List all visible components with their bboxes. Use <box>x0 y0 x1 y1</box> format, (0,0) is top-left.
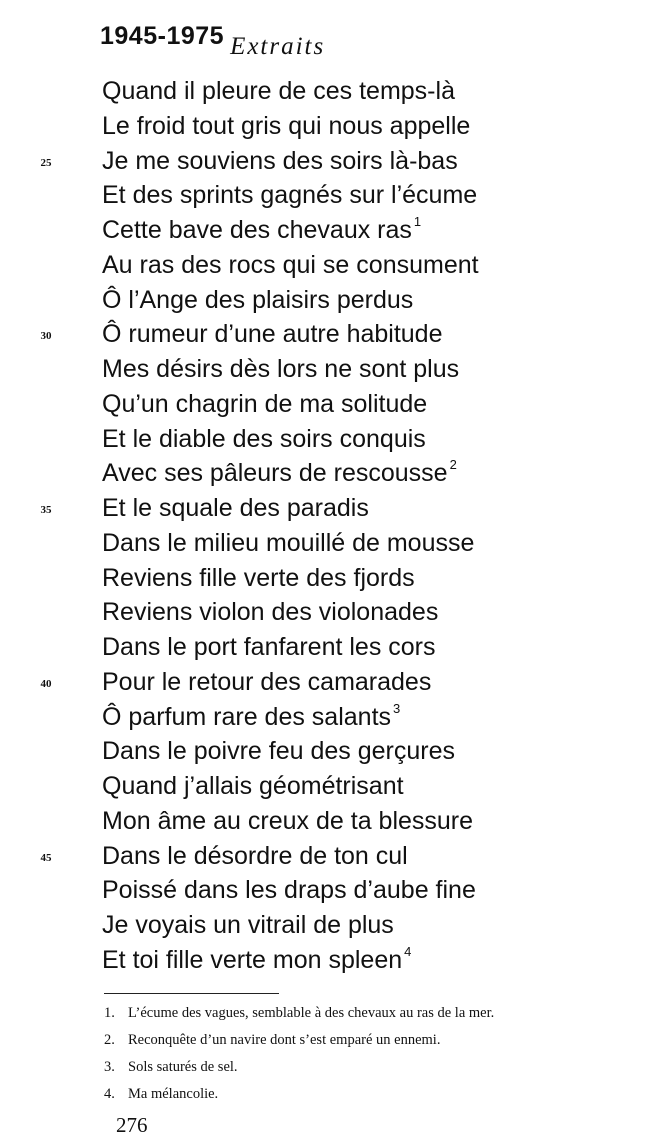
page-number: 276 <box>116 1113 148 1137</box>
footnote-item <box>104 1027 494 1054</box>
verse-text: Ô parfum rare des salants <box>102 702 392 731</box>
header-section-title: Extraits <box>230 33 326 60</box>
verse-text: Ô l’Ange des plaisirs perdus <box>102 285 414 314</box>
header-years: 1945-1975 <box>100 22 225 50</box>
verse-line <box>102 630 479 665</box>
poem-verses <box>40 74 479 978</box>
verse-line <box>102 804 479 839</box>
verse-line <box>102 700 479 735</box>
verse-text: Et le squale des paradis <box>102 494 369 522</box>
footnote-number: 2. <box>104 1032 115 1048</box>
verse-text: Dans le port fanfarent les cors <box>102 633 436 661</box>
footnote-marker[interactable]: 2 <box>449 457 457 473</box>
footnote-text: Reconquête d’un navire dont s’est emparé un ennemi. <box>128 1032 441 1048</box>
verse-line <box>102 595 479 630</box>
verse-line <box>102 283 479 318</box>
verse-text: Quand il pleure de ces temps-là <box>102 77 455 105</box>
verse-line <box>40 491 479 526</box>
verse-line <box>102 908 479 943</box>
verse-text: Mon âme au creux de ta blessure <box>102 806 474 835</box>
verse-text: Cette bave des chevaux ras <box>102 216 412 244</box>
verse-text: Pour le retour des camarades <box>102 667 432 696</box>
verse-text: Dans le milieu mouillé de mousse <box>102 528 475 557</box>
verse-text: Poissé dans les draps d’aube fine <box>102 876 476 905</box>
verse-line <box>102 526 479 561</box>
verse-line <box>40 144 479 179</box>
verse-text: Reviens violon des violonades <box>102 598 439 627</box>
footnote-text: Ma mélancolie. <box>128 1086 219 1102</box>
verse-line <box>102 734 479 769</box>
footnotes <box>104 1000 494 1108</box>
line-number: 35 <box>40 504 52 516</box>
verse-text: Au ras des rocs qui se consument <box>102 250 479 279</box>
verse-text: Et toi fille verte mon spleen <box>102 945 403 974</box>
footnote-marker[interactable]: 4 <box>404 943 412 959</box>
footnote-number: 3. <box>104 1059 115 1075</box>
footnote-number: 1. <box>104 1005 115 1021</box>
verse-text: Avec ses pâleurs de rescousse <box>102 459 448 488</box>
verse-text: Et le diable des soirs conquis <box>102 424 426 453</box>
verse-line <box>102 456 479 491</box>
verse-text: Je me souviens des soirs là-bas <box>102 146 458 175</box>
footnote-marker[interactable]: 3 <box>393 700 401 716</box>
verse-text: Le froid tout gris qui nous appelle <box>102 111 471 140</box>
verse-line <box>102 178 479 213</box>
verse-line <box>40 317 479 352</box>
verse-line <box>102 74 479 109</box>
line-number: 30 <box>40 330 52 343</box>
verse-line <box>102 422 479 457</box>
footnote-marker[interactable]: 1 <box>413 214 422 229</box>
verse-text: Et des sprints gagnés sur l’écume <box>102 181 478 210</box>
line-number: 45 <box>40 851 52 864</box>
footnote-item <box>104 1081 494 1108</box>
verse-text: Mes désirs dès lors ne sont plus <box>102 355 460 383</box>
footnote-text: Sols saturés de sel. <box>128 1059 238 1075</box>
verse-line <box>102 109 479 144</box>
verse-text: Dans le poivre feu des gerçures <box>102 737 455 766</box>
verse-text: Dans le désordre de ton cul <box>102 841 408 870</box>
line-number: 40 <box>40 677 52 690</box>
verse-line <box>102 873 479 908</box>
verse-line <box>102 769 479 804</box>
line-number: 25 <box>40 156 52 169</box>
verse-text: Je voyais un vitrail de plus <box>102 911 394 939</box>
footnote-text: L’écume des vagues, semblable à des chevaux au ras de la mer. <box>128 1005 495 1021</box>
verse-line <box>102 561 479 596</box>
footnote-item <box>104 1000 494 1027</box>
footnote-divider <box>104 993 279 994</box>
verse-line <box>40 665 479 700</box>
verse-line <box>102 352 479 387</box>
verse-text: Quand j’allais géométrisant <box>102 772 404 800</box>
verse-line <box>102 387 479 422</box>
verse-text: Qu’un chagrin de ma solitude <box>102 389 428 418</box>
verse-line <box>102 943 479 978</box>
verse-text: Ô rumeur d’une autre habitude <box>102 320 443 349</box>
footnote-number: 4. <box>104 1086 115 1102</box>
running-header <box>100 22 326 60</box>
verse-line <box>102 248 479 283</box>
footnote-item <box>104 1054 494 1081</box>
verse-line <box>40 839 479 874</box>
verse-text: Reviens fille verte des fjords <box>102 563 415 592</box>
verse-line <box>102 213 479 248</box>
